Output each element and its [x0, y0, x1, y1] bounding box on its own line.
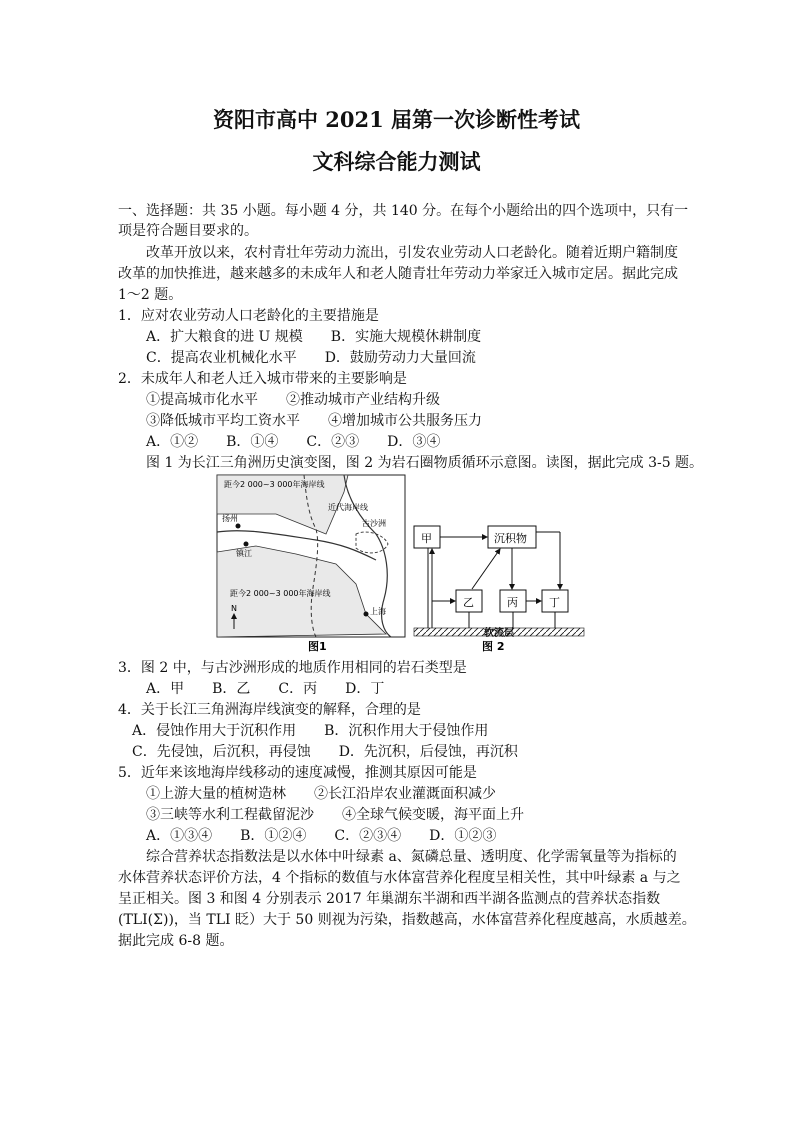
exam-title: 资阳市高中 2021 届第一次诊断性考试 — [212, 107, 581, 132]
q2-statements-34: ③降低城市平均工资水平 ④增加城市公共服务压力 — [146, 413, 482, 429]
intro3-line5: 据此完成 6-8 题。 — [118, 933, 234, 949]
intro1-line3: 1～2 题。 — [118, 287, 183, 303]
label-zhenjiang: 镇江 — [236, 549, 252, 558]
intro1-line2: 改革的加快推进，越来越多的未成年人和老人随青壮年劳动力举家迁入城市定居。据此完成 — [118, 266, 678, 282]
q4-options-ab: A．侵蚀作用大于沉积作用 B．沉积作用大于侵蚀作用 — [132, 723, 489, 739]
q5-stem: 5．近年来该地海岸线移动的速度减慢，推测其原因可能是 — [118, 765, 477, 781]
label-old-coast-bottom: 距今2 000~3 000年海岸线 — [230, 589, 331, 598]
box-sediment-label: 沉积物 — [494, 532, 527, 545]
q2-options: A．①② B．①④ C．②③ D．③④ — [146, 434, 441, 450]
figure2-rock-cycle — [408, 518, 593, 654]
exam-subtitle: 文科综合能力测试 — [312, 149, 481, 174]
section-header-line1: 一、选择题：共 35 小题。每小题 4 分，共 140 分。在每个小题给出的四个选项中，只有一 — [118, 203, 689, 219]
yangzhou-marker — [236, 524, 241, 529]
arrow-yi-sediment — [472, 549, 500, 589]
intro3-line3: 呈正相关。图 3 和图 4 分别表示 2017 年巢湖东半湖和西半湖各监测点的营养状态指数 — [118, 891, 661, 907]
intro3-line4: (TLI(Σ))，当 TLI 眨）大于 50 则视为污染，指数越高，水体富营养化程度越高，水质越差。 — [118, 912, 696, 928]
q3-stem: 3．图 2 中，与古沙洲形成的地质作用相同的岩石类型是 — [118, 660, 467, 676]
label-yangzhou: 扬州 — [222, 514, 238, 523]
q4-options-cd: C．先侵蚀，后沉积，再侵蚀 D．先沉积，后侵蚀，再沉积 — [132, 744, 518, 760]
figure2-caption: 图 2 — [482, 640, 505, 653]
intro2: 图 1 为长江三角洲历史演变图，图 2 为岩石圈物质循环示意图。读图，据此完成 3-5 题。 — [146, 455, 704, 471]
box-ding-label: 丁 — [549, 596, 560, 609]
q3-options: A．甲 B．乙 C．丙 D．丁 — [146, 681, 385, 697]
shanghai-marker — [364, 612, 369, 617]
zhenjiang-marker — [244, 542, 249, 547]
label-gushazhou: 古沙洲 — [362, 519, 386, 528]
q2-statements-12: ①提高城市化水平 ②推动城市产业结构升级 — [146, 392, 440, 408]
q4-stem: 4．关于长江三角洲海岸线演变的解释，合理的是 — [118, 702, 421, 718]
q1-options-ab: A．扩大粮食的进 U 规模 B．实施大规模休耕制度 — [146, 329, 482, 345]
label-shanghai: 上海 — [370, 607, 386, 616]
box-jia-label: 甲 — [421, 532, 432, 545]
q1-options-cd: C．提高农业机械化水平 D．鼓励劳动力大量回流 — [146, 350, 476, 366]
intro3-line2: 水体营养状态评价方法，4 个指标的数值与水体富营养化程度呈相关性，其中叶绿素 a 与之 — [118, 870, 681, 886]
box-yi-label: 乙 — [463, 596, 474, 609]
q5-statements-12: ①上游大量的植树造林 ②长江沿岸农业灌溉面积减少 — [146, 786, 496, 802]
box-bing-label: 丙 — [507, 596, 518, 609]
label-old-coast-top: 距今2 000~3 000年海岸线 — [224, 480, 325, 489]
label-north: N — [231, 604, 237, 613]
asthenosphere-label: 软流层 — [484, 628, 514, 639]
intro1-line1: 改革开放以来，农村青壮年劳动力流出，引发农业劳动人口老龄化。随着近期户籍制度 — [146, 245, 678, 261]
intro3-line1: 综合营养状态指数法是以水体中叶绿素 a、氮磷总量、透明度、化学需氧量等为指标的 — [146, 849, 677, 865]
q1-stem: 1．应对农业劳动人口老龄化的主要措施是 — [118, 308, 379, 324]
section-header-line2: 项是符合题目要求的。 — [118, 223, 258, 239]
figure1-caption: 图1 — [308, 640, 327, 653]
label-modern-coast: 近代海岸线 — [328, 503, 368, 512]
q2-stem: 2．未成年人和老人迁入城市带来的主要影响是 — [118, 371, 407, 387]
q5-statements-34: ③三峡等水利工程截留泥沙 ④全球气候变暖，海平面上升 — [146, 807, 524, 823]
figure1-delta-map — [216, 474, 406, 654]
q5-options: A．①③④ B．①②④ C．②③④ D．①②③ — [146, 828, 497, 844]
